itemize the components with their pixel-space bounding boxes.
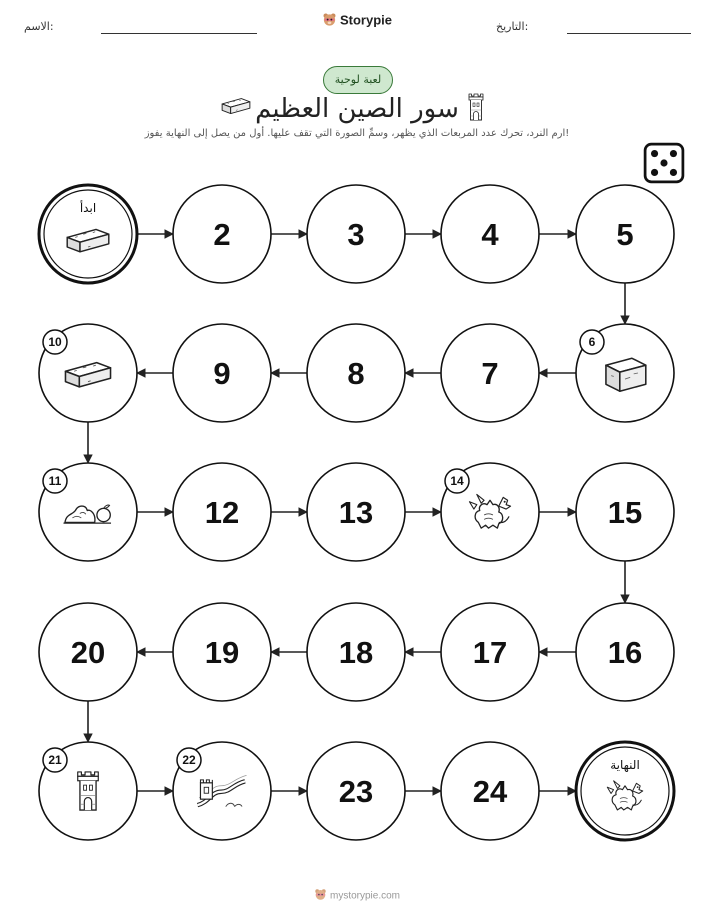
- board-square-4: [441, 185, 539, 283]
- board-squares: [39, 185, 674, 840]
- board-square-7: [441, 324, 539, 422]
- board-square-18: [307, 603, 405, 701]
- board-square-19: [173, 603, 271, 701]
- square-number: 5: [616, 217, 634, 252]
- square-badge-number: 22: [182, 753, 196, 767]
- board-square-9: [173, 324, 271, 422]
- board-square-17: [441, 603, 539, 701]
- board-square-25: [576, 742, 674, 840]
- square-number: 23: [338, 774, 374, 809]
- square-number: 9: [213, 356, 231, 391]
- board-square-14: [441, 463, 539, 561]
- board-square-24: [441, 742, 539, 840]
- square-badge-number: 11: [48, 474, 62, 488]
- board-square-20: [39, 603, 137, 701]
- end-label: النهاية: [610, 758, 640, 772]
- footer: [0, 888, 714, 904]
- watchtower-icon: [78, 772, 99, 810]
- bear-logo-icon: [314, 888, 327, 904]
- square-number: 13: [338, 495, 374, 530]
- square-badge-number: 10: [48, 335, 62, 349]
- square-number: 20: [70, 635, 106, 670]
- square-number: 8: [347, 356, 365, 391]
- board-square-23: [307, 742, 405, 840]
- start-label: ابدأ: [79, 201, 97, 215]
- page-title: سور الصين العظيم: [255, 94, 459, 124]
- board-square-8: [307, 324, 405, 422]
- brand-text: Storypie: [339, 12, 392, 28]
- square-badge-number: 14: [450, 474, 464, 488]
- date-label: التاريخ:: [496, 20, 529, 33]
- instructions: ارم النرد، تحرك عدد المربعات الذي يظهر، وسمِّ الصورة التي تقف عليها. أول من يصل إلى النهاية يفوز!: [144, 128, 570, 139]
- game-type-badge: لعبة لوحية: [323, 66, 393, 94]
- board-square-5: [576, 185, 674, 283]
- square-number: 12: [204, 495, 240, 530]
- square-number: 17: [472, 635, 508, 670]
- square-number: 7: [481, 356, 499, 391]
- footer-url: mystorypie.com: [329, 890, 400, 902]
- board-square-2: [173, 185, 271, 283]
- board-square-13: [307, 463, 405, 561]
- name-label: الاسم:: [24, 20, 54, 33]
- stone-block-icon: [606, 358, 646, 391]
- board-square-16: [576, 603, 674, 701]
- board-square-3: [307, 185, 405, 283]
- dice-five-icon: [645, 144, 683, 182]
- board-square-10: [39, 324, 137, 422]
- board-square-1: [39, 185, 137, 283]
- board-square-22: [173, 742, 271, 840]
- square-number: 15: [607, 495, 643, 530]
- square-number: 16: [607, 635, 643, 670]
- brick-icon: [222, 99, 250, 114]
- square-number: 24: [472, 774, 508, 809]
- board-square-11: [39, 463, 137, 561]
- board-square-12: [173, 463, 271, 561]
- board-square-15: [576, 463, 674, 561]
- board-square-21: [39, 742, 137, 840]
- square-number: 3: [347, 217, 365, 252]
- square-number: 2: [213, 217, 231, 252]
- square-badge-number: 6: [588, 335, 596, 349]
- square-badge-number: 21: [48, 753, 62, 767]
- square-number: 19: [204, 635, 240, 670]
- square-number: 4: [481, 217, 499, 252]
- square-number: 18: [338, 635, 374, 670]
- watchtower-icon: [469, 94, 483, 120]
- board-square-6: [576, 324, 674, 422]
